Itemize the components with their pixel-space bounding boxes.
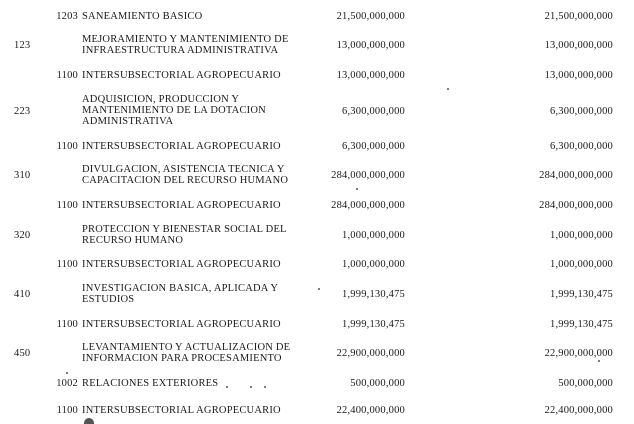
scan-speck <box>318 288 320 290</box>
subprogram-code: 1100 <box>56 259 78 270</box>
amount-column-1: 21,500,000,000 <box>336 11 405 22</box>
amount-column-1: 6,300,000,000 <box>342 141 405 152</box>
row-description: DIVULGACION, ASISTENCIA TECNICA Y CAPACITACION DEL RECURSO HUMANO <box>82 164 289 186</box>
row-description: INTERSUBSECTORIAL AGROPECUARIO <box>82 259 281 270</box>
amount-column-1: 13,000,000,000 <box>336 70 405 81</box>
program-code: 320 <box>14 230 31 241</box>
amount-column-1: 1,999,130,475 <box>342 319 405 330</box>
row-description: INTERSUBSECTORIAL AGROPECUARIO <box>82 141 281 152</box>
amount-column-1: 22,400,000,000 <box>336 405 405 416</box>
amount-column-2: 1,999,130,475 <box>550 319 613 330</box>
amount-column-2: 6,300,000,000 <box>550 141 613 152</box>
subprogram-code: 1100 <box>56 200 78 211</box>
amount-column-1: 284,000,000,000 <box>331 200 405 211</box>
program-code: 310 <box>14 170 31 181</box>
scan-speck <box>447 88 449 90</box>
program-code: 223 <box>14 106 31 117</box>
subprogram-code: 1100 <box>56 141 78 152</box>
row-description: MEJORAMIENTO Y MANTENIMIENTO DE INFRAESTRUCTURA ADMINISTRATIVA <box>82 34 289 56</box>
amount-column-1: 6,300,000,000 <box>342 106 405 117</box>
scan-speck <box>356 188 358 190</box>
row-description: SANEAMIENTO BASICO <box>82 11 203 22</box>
program-code: 410 <box>14 289 31 300</box>
program-code: 450 <box>14 348 31 359</box>
amount-column-2: 6,300,000,000 <box>550 106 613 117</box>
subprogram-code: 1100 <box>56 405 78 416</box>
amount-column-2: 284,000,000,000 <box>539 200 613 211</box>
row-description: INTERSUBSECTORIAL AGROPECUARIO <box>82 200 281 211</box>
scan-speck <box>598 360 600 362</box>
amount-column-1: 284,000,000,000 <box>331 170 405 181</box>
row-description: RELACIONES EXTERIORES <box>82 378 219 389</box>
amount-column-1: 1,999,130,475 <box>342 289 405 300</box>
subprogram-code: 1100 <box>56 319 78 330</box>
amount-column-2: 13,000,000,000 <box>544 70 613 81</box>
scan-speck <box>66 372 68 374</box>
row-description: INTERSUBSECTORIAL AGROPECUARIO <box>82 405 281 416</box>
subprogram-code: 1002 <box>56 378 78 389</box>
row-description: ADQUISICION, PRODUCCION Y MANTENIMIENTO DE LA DOTACION ADMINISTRATIVA <box>82 94 266 127</box>
amount-column-2: 1,999,130,475 <box>550 289 613 300</box>
amount-column-2: 500,000,000 <box>558 378 613 389</box>
scan-speck <box>84 418 94 424</box>
amount-column-2: 13,000,000,000 <box>544 40 613 51</box>
row-description: LEVANTAMIENTO Y ACTUALIZACION DE INFORMACION PARA PROCESAMIENTO <box>82 342 291 364</box>
subprogram-code: 1100 <box>56 70 78 81</box>
amount-column-2: 22,900,000,000 <box>544 348 613 359</box>
amount-column-1: 500,000,000 <box>350 378 405 389</box>
row-description: INTERSUBSECTORIAL AGROPECUARIO <box>82 319 281 330</box>
amount-column-1: 1,000,000,000 <box>342 230 405 241</box>
scan-speck <box>264 386 266 388</box>
amount-column-2: 22,400,000,000 <box>544 405 613 416</box>
row-description: INVESTIGACION BASICA, APLICADA Y ESTUDIOS <box>82 283 279 305</box>
row-description: PROTECCION Y BIENESTAR SOCIAL DEL RECURSO HUMANO <box>82 224 287 246</box>
amount-column-1: 13,000,000,000 <box>336 40 405 51</box>
scan-speck <box>250 386 252 388</box>
amount-column-2: 1,000,000,000 <box>550 230 613 241</box>
program-code: 123 <box>14 40 31 51</box>
amount-column-2: 284,000,000,000 <box>539 170 613 181</box>
amount-column-2: 21,500,000,000 <box>544 11 613 22</box>
amount-column-1: 1,000,000,000 <box>342 259 405 270</box>
amount-column-1: 22,900,000,000 <box>336 348 405 359</box>
subprogram-code: 1203 <box>56 11 78 22</box>
row-description: INTERSUBSECTORIAL AGROPECUARIO <box>82 70 281 81</box>
amount-column-2: 1,000,000,000 <box>550 259 613 270</box>
scan-speck <box>226 386 228 388</box>
